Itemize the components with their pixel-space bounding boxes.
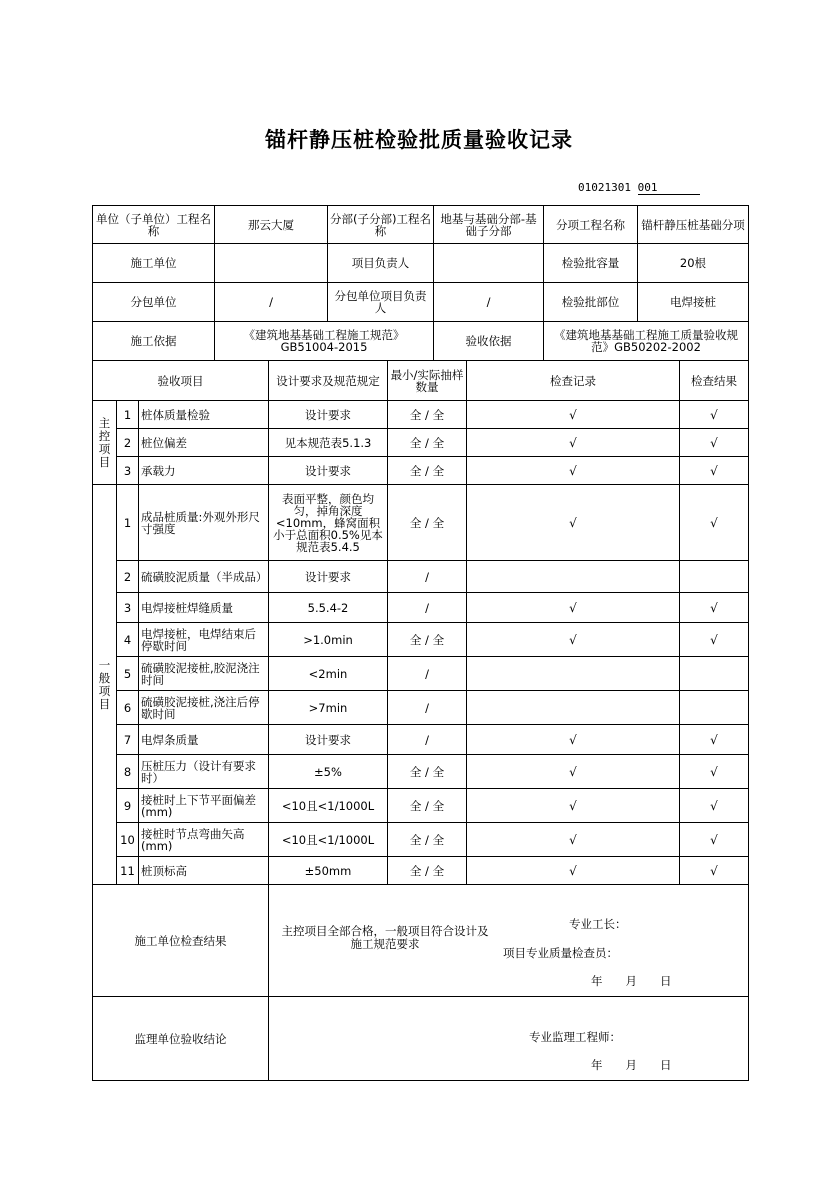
item-sampling: 全 / 全 [388, 401, 467, 429]
table-row [93, 561, 749, 593]
unit-label: 单位（子单位）工程名称 [93, 206, 215, 244]
table-row [93, 657, 749, 691]
item-design: <2min [269, 657, 388, 691]
item-design: ±5% [269, 755, 388, 789]
item-number: 9 [117, 789, 139, 823]
col-design-header: 设计要求及规范规定 [269, 361, 388, 401]
pm-label: 项目负责人 [328, 244, 434, 283]
subsection-value: 地基与基础分部-基础子分部 [434, 206, 544, 244]
construction-check-content [269, 885, 749, 997]
item-design: 设计要求 [269, 457, 388, 485]
item-result: √ [680, 823, 749, 857]
item-name: 接桩时节点弯曲矢高(mm) [139, 823, 269, 857]
item-record: √ [467, 823, 680, 857]
page-title: 锚杆静压桩检验批质量验收记录 [265, 127, 573, 152]
item-record: √ [467, 857, 680, 885]
unit-value: 那云大厦 [215, 206, 328, 244]
col-sampling-header: 最小/实际抽样数量 [388, 361, 467, 401]
construction-check-row [93, 885, 749, 997]
item-sampling: 全 / 全 [388, 485, 467, 561]
item-design: <10且<1/1000L [269, 789, 388, 823]
item-name: 桩位偏差 [139, 429, 269, 457]
item-design: >1.0min [269, 623, 388, 657]
item-design: 见本规范表5.1.3 [269, 429, 388, 457]
supervision-date: 年 月 日 [591, 1058, 672, 1072]
item-number: 1 [117, 485, 139, 561]
item-number: 1 [117, 401, 139, 429]
item-name: 硫磺胶泥质量（半成品） [139, 561, 269, 593]
item-sampling: 全 / 全 [388, 429, 467, 457]
item-design: 设计要求 [269, 725, 388, 755]
item-name: 接桩时上下节平面偏差(mm) [139, 789, 269, 823]
item-number: 11 [117, 857, 139, 885]
item-result: √ [680, 485, 749, 561]
pm-value [434, 244, 544, 283]
general-group-label: 一般项目 [93, 485, 117, 885]
item-sampling: 全 / 全 [388, 623, 467, 657]
construction-date: 年 月 日 [591, 974, 672, 988]
item-sampling: 全 / 全 [388, 857, 467, 885]
item-sampling: / [388, 657, 467, 691]
item-design: <10且<1/1000L [269, 823, 388, 857]
item-result: √ [680, 755, 749, 789]
item-record: √ [467, 401, 680, 429]
supervision-check-label: 监理单位验收结论 [93, 997, 269, 1081]
item-sampling: 全 / 全 [388, 457, 467, 485]
constructor-label: 施工单位 [93, 244, 215, 283]
capacity-value: 20根 [638, 244, 749, 283]
item-result: √ [680, 457, 749, 485]
item-result: √ [680, 725, 749, 755]
item-record: √ [467, 623, 680, 657]
item-name: 电焊接桩，电焊结束后停歇时间 [139, 623, 269, 657]
item-record [467, 657, 680, 691]
item-result: √ [680, 789, 749, 823]
item-name: 桩体质量检验 [139, 401, 269, 429]
item-record: √ [467, 593, 680, 623]
subcontractor-value: / [215, 283, 328, 322]
item-number: 2 [117, 429, 139, 457]
item-sampling: / [388, 691, 467, 725]
item-design: 表面平整，颜色均匀，掉角深度<10mm，蜂窝面积小于总面积0.5%见本规范表5.4.5 [269, 485, 388, 561]
item-name: 电焊接桩焊缝质量 [139, 593, 269, 623]
item-number: 3 [117, 457, 139, 485]
item-result [680, 561, 749, 593]
sub-pm-value: / [434, 283, 544, 322]
document-code [578, 181, 700, 195]
subcontractor-label: 分包单位 [93, 283, 215, 322]
item-name: 桩顶标高 [139, 857, 269, 885]
item-name: 压桩压力（设计有要求时） [139, 755, 269, 789]
item-number: 5 [117, 657, 139, 691]
table-row [93, 401, 749, 429]
item-result: √ [680, 857, 749, 885]
basis-label: 施工依据 [93, 322, 215, 361]
item-name: 硫磺胶泥接桩,浇注后停歇时间 [139, 691, 269, 725]
item-record: √ [467, 429, 680, 457]
item-result: √ [680, 401, 749, 429]
table-row [93, 457, 749, 485]
item-sampling: 全 / 全 [388, 755, 467, 789]
table-row [93, 623, 749, 657]
supervisor-label: 专业监理工程师： [529, 1030, 621, 1044]
main-group-label: 主控项目 [93, 401, 117, 485]
accept-basis-label: 验收依据 [434, 322, 544, 361]
item-sampling: / [388, 561, 467, 593]
item-number: 6 [117, 691, 139, 725]
construction-conclusion: 主控项目全部合格，一般项目符合设计及施工规范要求 [281, 924, 489, 951]
item-record: √ [467, 457, 680, 485]
foreman-label: 专业工长： [569, 917, 627, 931]
item-design: 设计要求 [269, 401, 388, 429]
supervision-check-content [269, 997, 749, 1081]
table-row [93, 485, 749, 561]
table-row [93, 429, 749, 457]
item-record: √ [467, 485, 680, 561]
col-result-header: 检查结果 [680, 361, 749, 401]
item-name: 成品桩质量:外观外形尺寸强度 [139, 485, 269, 561]
part-value: 电焊接桩 [638, 283, 749, 322]
item-name: 承载力 [139, 457, 269, 485]
col-item-header: 验收项目 [93, 361, 269, 401]
table-row [93, 691, 749, 725]
item-sampling: 全 / 全 [388, 823, 467, 857]
item-record: √ [467, 725, 680, 755]
item-label: 分项工程名称 [544, 206, 638, 244]
item-design: 5.5.4-2 [269, 593, 388, 623]
item-result [680, 691, 749, 725]
table-row [93, 725, 749, 755]
supervision-check-row [93, 997, 749, 1081]
item-result: √ [680, 593, 749, 623]
basis-value: 《建筑地基基础工程施工规范》GB51004-2015 [215, 322, 434, 361]
table-row [93, 593, 749, 623]
item-design: ±50mm [269, 857, 388, 885]
item-design: 设计要求 [269, 561, 388, 593]
header-table [92, 205, 749, 361]
item-result: √ [680, 429, 749, 457]
item-sampling: / [388, 725, 467, 755]
col-record-header: 检查记录 [467, 361, 680, 401]
item-number: 2 [117, 561, 139, 593]
table-row [93, 823, 749, 857]
table-row [93, 857, 749, 885]
constructor-value [215, 244, 328, 283]
sub-pm-label: 分包单位项目负责人 [328, 283, 434, 322]
item-name: 硫磺胶泥接桩,胶泥浇注时间 [139, 657, 269, 691]
item-value: 锚杆静压桩基础分项 [638, 206, 749, 244]
subsection-label: 分部(子分部)工程名称 [328, 206, 434, 244]
item-number: 7 [117, 725, 139, 755]
table-row [93, 789, 749, 823]
item-design: >7min [269, 691, 388, 725]
item-result: √ [680, 623, 749, 657]
part-label: 检验批部位 [544, 283, 638, 322]
item-result [680, 657, 749, 691]
construction-check-label: 施工单位检查结果 [93, 885, 269, 997]
item-number: 4 [117, 623, 139, 657]
capacity-label: 检验批容量 [544, 244, 638, 283]
accept-basis-value: 《建筑地基基础工程施工质量验收规范》GB50202-2002 [544, 322, 749, 361]
item-number: 8 [117, 755, 139, 789]
item-sampling: / [388, 593, 467, 623]
item-sampling: 全 / 全 [388, 789, 467, 823]
doc-code: 01021301 [578, 181, 631, 194]
item-name: 电焊条质量 [139, 725, 269, 755]
table-row [93, 755, 749, 789]
item-record [467, 691, 680, 725]
item-record [467, 561, 680, 593]
item-number: 3 [117, 593, 139, 623]
item-record: √ [467, 789, 680, 823]
inspector-label: 项目专业质量检查员： [503, 946, 618, 960]
inspection-table [92, 360, 749, 1081]
item-number: 10 [117, 823, 139, 857]
item-record: √ [467, 755, 680, 789]
doc-serial: 001 [638, 181, 700, 195]
